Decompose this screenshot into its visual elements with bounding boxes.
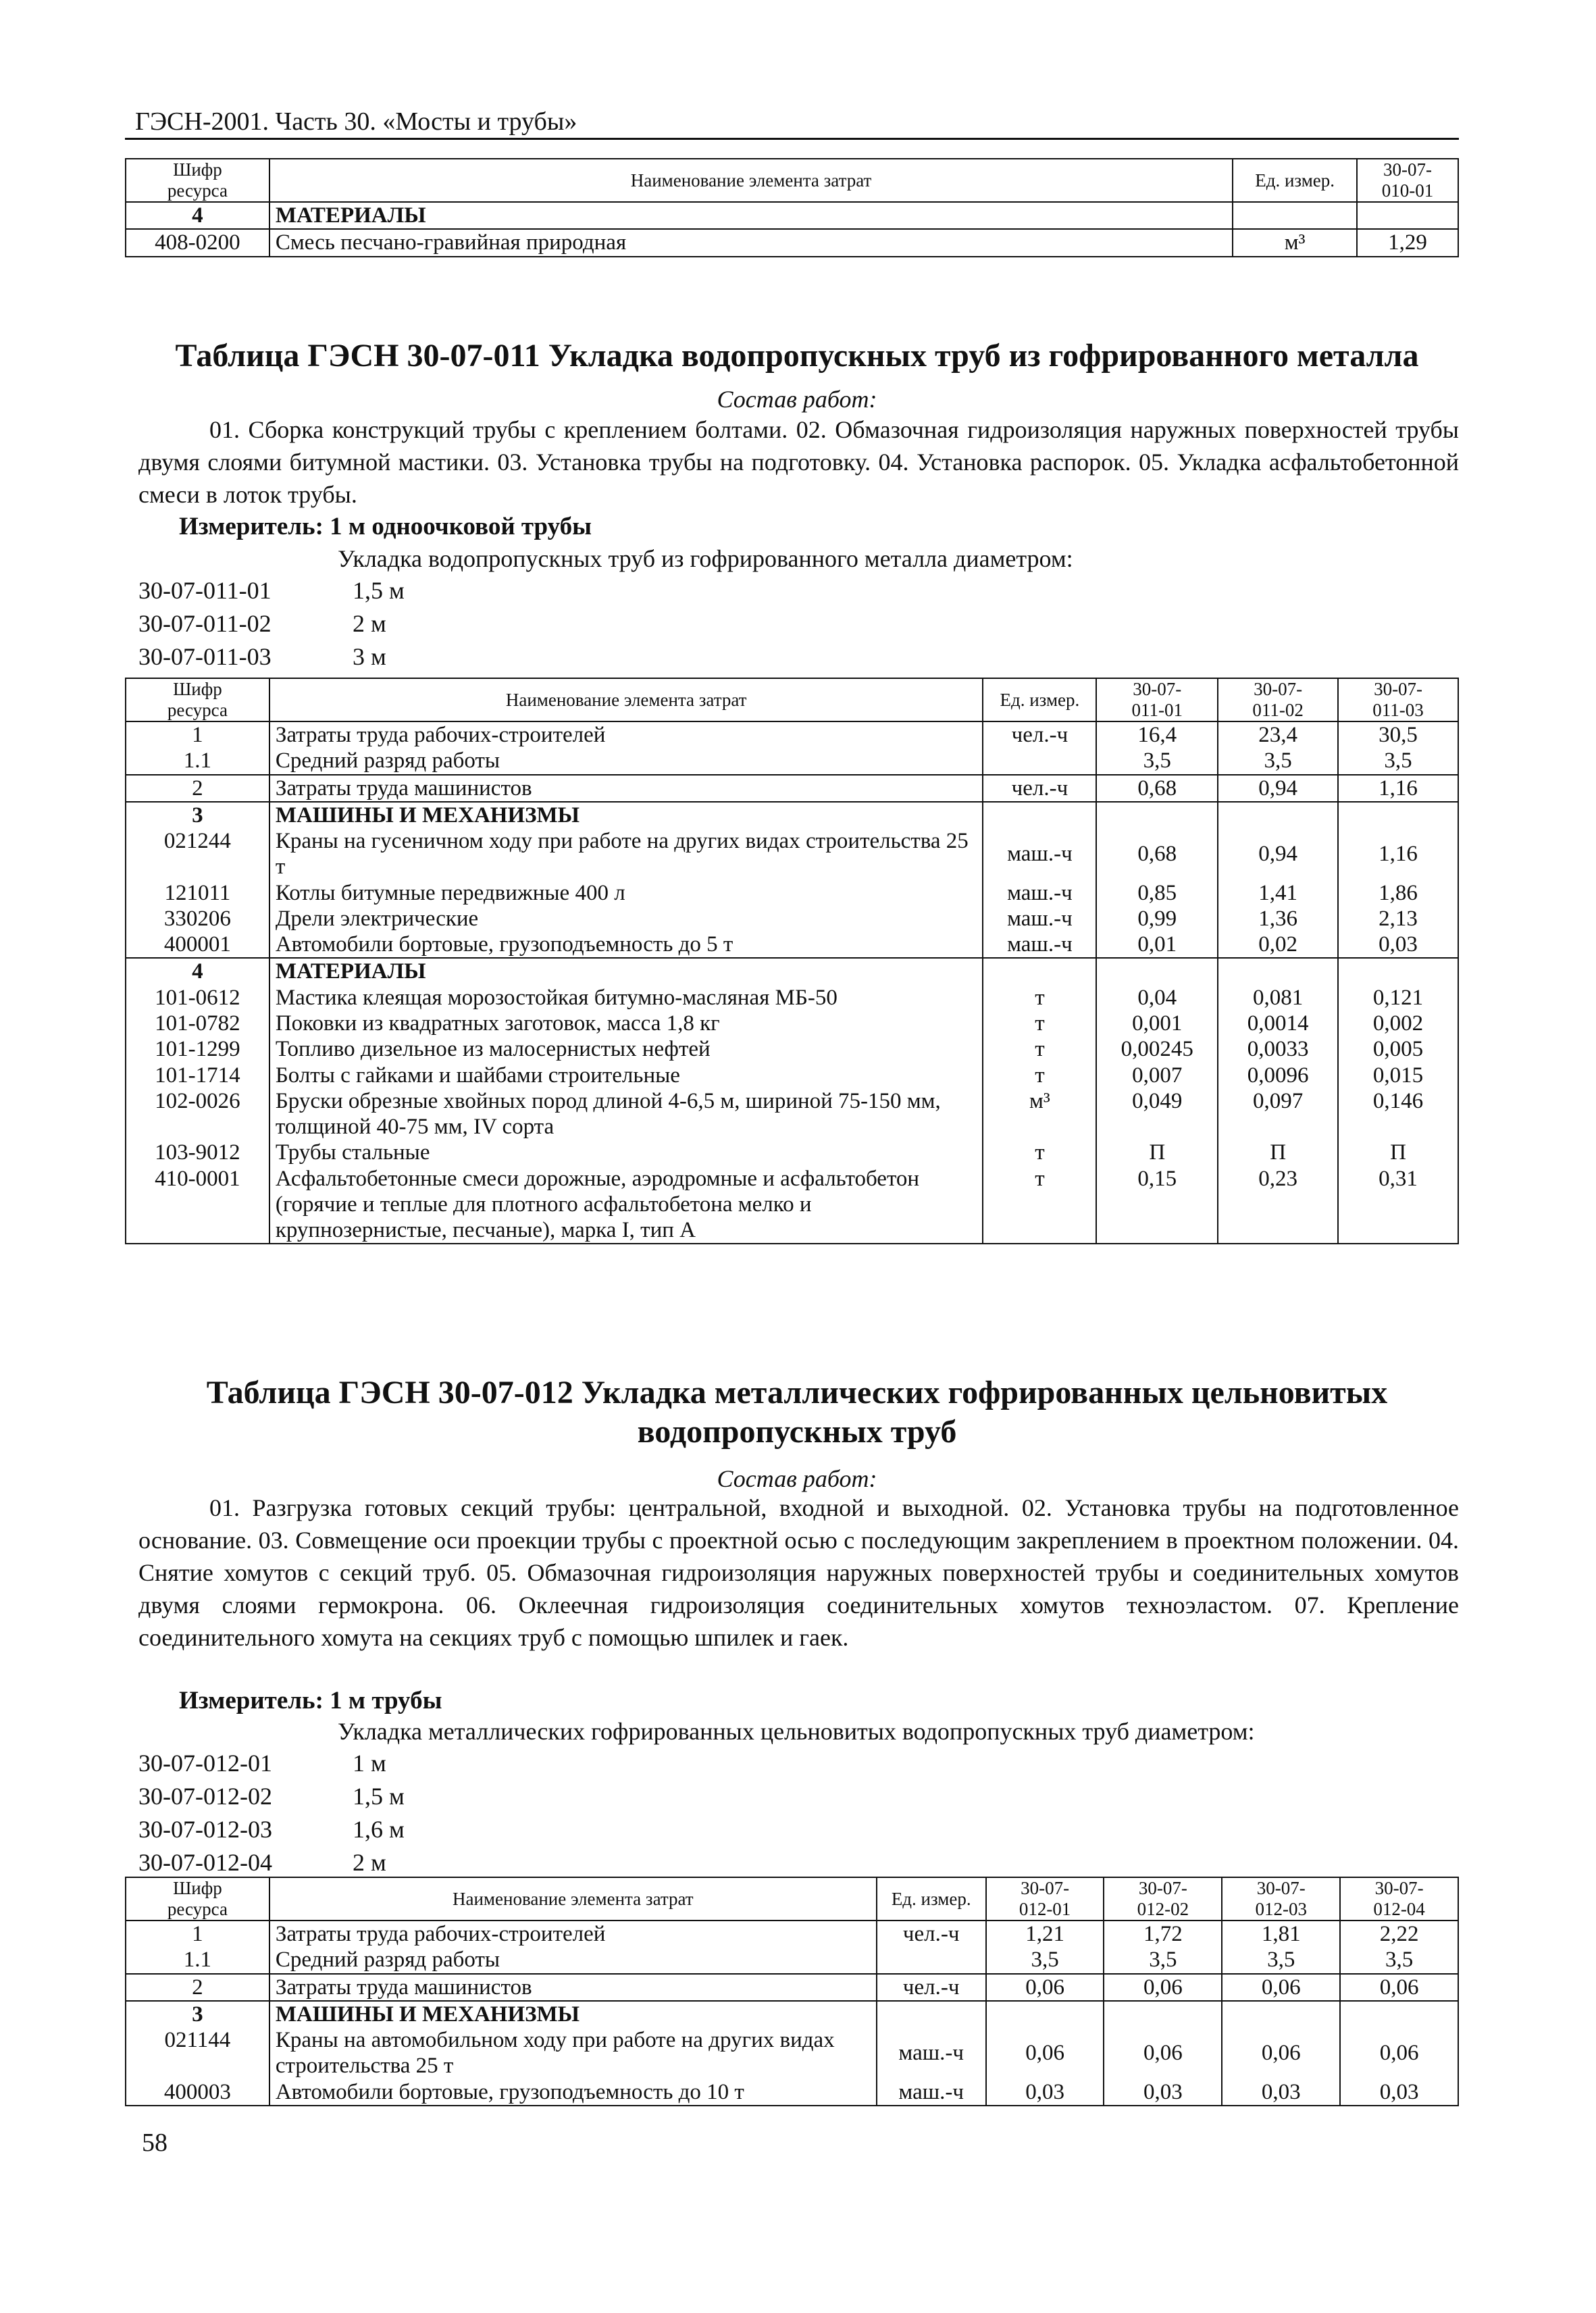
table-row xyxy=(126,1088,1458,1140)
row-code: 4 xyxy=(126,202,269,229)
row-code: 021244 xyxy=(126,828,269,880)
row-unit xyxy=(983,958,1096,984)
row-value: 3,5 xyxy=(1218,748,1338,774)
measurement-unit: Измеритель: 1 м трубы xyxy=(179,1687,442,1714)
row-value: 0,00245 xyxy=(1096,1036,1218,1062)
row-code: 3 xyxy=(126,802,269,828)
row-name: Краны на автомобильном ходу при работе на других видах строительства 25 т xyxy=(269,2027,877,2079)
table-row xyxy=(126,748,1458,774)
table-row xyxy=(126,906,1458,932)
variant-row: 30-07-011-03 3 м xyxy=(138,643,386,670)
table-row xyxy=(126,1011,1458,1036)
measurement-unit: Измеритель: 1 м одноочковой трубы xyxy=(179,513,592,540)
row-value: 0,005 xyxy=(1338,1036,1458,1062)
row-value xyxy=(1222,2001,1340,2027)
row-value: 0,31 xyxy=(1338,1166,1458,1244)
row-code: 102-0026 xyxy=(126,1088,269,1140)
composition-label: Состав работ: xyxy=(717,1465,877,1492)
row-name: Средний разряд работы xyxy=(269,748,983,774)
row-value: П xyxy=(1218,1140,1338,1165)
row-value: 0,0033 xyxy=(1218,1036,1338,1062)
row-name: Автомобили бортовые, грузоподъемность до 5 т xyxy=(269,932,983,958)
row-name: Смесь песчано-гравийная природная xyxy=(269,229,1233,256)
row-code: 400001 xyxy=(126,932,269,958)
header-code xyxy=(126,159,269,202)
norm-code-line: 012-01 xyxy=(1019,1899,1071,1920)
row-code: 121011 xyxy=(126,880,269,906)
row-value: 1,72 xyxy=(1104,1921,1222,1947)
row-name: МАТЕРИАЛЫ xyxy=(269,202,1233,229)
row-value: 0,06 xyxy=(986,1974,1104,2001)
table-row xyxy=(126,828,1458,880)
row-code: 400003 xyxy=(126,2079,269,2106)
composition-text: 01. Сборка конструкций трубы с креплением болтами. 02. Обмазочная гидроизоляция наружных поверхностей трубы двумя слоями битумной мастики. 03. Установка трубы на подготовку. 04. Установка распорок. 05. Укладка асфальтобетонной смеси в лоток трубы. xyxy=(138,416,1459,508)
header-norm-code xyxy=(1104,1877,1222,1921)
table-row xyxy=(126,1140,1458,1165)
norm-code-line: 011-03 xyxy=(1372,700,1424,721)
table-row xyxy=(126,880,1458,906)
header-norm-code xyxy=(1338,678,1458,721)
row-name: Затраты труда рабочих-строителей xyxy=(269,1921,877,1947)
row-value: 0,03 xyxy=(986,2079,1104,2106)
row-value: 0,121 xyxy=(1338,985,1458,1011)
row-unit: маш.-ч xyxy=(983,880,1096,906)
variants-intro: Укладка водопропускных труб из гофрированного металла диаметром: xyxy=(338,545,1073,572)
row-value: 0,68 xyxy=(1096,775,1218,802)
header-unit: Ед. измер. xyxy=(877,1877,986,1921)
table-title-30-07-012: Таблица ГЭСН 30-07-012 Укладка металлических гофрированных цельновитых водопропускных труб xyxy=(206,1375,1388,1450)
variant-list xyxy=(138,1747,405,1879)
header-norm-code xyxy=(1340,1877,1458,1921)
row-code: 101-1299 xyxy=(126,1036,269,1062)
row-value: 0,06 xyxy=(1104,1974,1222,2001)
header-code-line: Шифр xyxy=(173,1878,222,1898)
table-title-30-07-011: Таблица ГЭСН 30-07-011 Укладка водопропускных труб из гофрированного металла xyxy=(175,338,1419,374)
header-unit: Ед. измер. xyxy=(983,678,1096,721)
row-unit: м³ xyxy=(983,1088,1096,1140)
row-value: 1,36 xyxy=(1218,906,1338,932)
row-unit: чел.-ч xyxy=(877,1974,986,2001)
row-unit: т xyxy=(983,1036,1096,1062)
row-value: 1,16 xyxy=(1338,775,1458,802)
row-unit: маш.-ч xyxy=(983,906,1096,932)
header-code xyxy=(126,678,269,721)
table-row xyxy=(126,985,1458,1011)
row-value: 0,049 xyxy=(1096,1088,1218,1140)
table-row xyxy=(126,958,1458,984)
row-unit xyxy=(983,802,1096,828)
table-row xyxy=(126,802,1458,828)
table-row xyxy=(126,1166,1458,1244)
row-unit: чел.-ч xyxy=(983,775,1096,802)
row-value: П xyxy=(1338,1140,1458,1165)
row-value: 0,23 xyxy=(1218,1166,1338,1244)
row-code: 408-0200 xyxy=(126,229,269,256)
row-value: 3,5 xyxy=(1096,748,1218,774)
row-name: Болты с гайками и шайбами строительные xyxy=(269,1063,983,1088)
row-value: 2,22 xyxy=(1340,1921,1458,1947)
norm-code-line: 011-02 xyxy=(1252,700,1304,721)
row-code: 1 xyxy=(126,721,269,748)
norm-code-line: 30-07- xyxy=(1383,159,1433,180)
row-value: 0,0096 xyxy=(1218,1063,1338,1088)
row-unit: маш.-ч xyxy=(983,932,1096,958)
row-unit xyxy=(983,748,1096,774)
row-value: П xyxy=(1096,1140,1218,1165)
row-value xyxy=(1096,958,1218,984)
row-value: 16,4 xyxy=(1096,721,1218,748)
header-code-line: Шифр xyxy=(173,159,222,180)
row-value: 0,06 xyxy=(1340,1974,1458,2001)
norm-code-line: 012-04 xyxy=(1373,1899,1425,1920)
row-value: 0,0014 xyxy=(1218,1011,1338,1036)
row-name: Автомобили бортовые, грузоподъемность до 10 т xyxy=(269,2079,877,2106)
table-row xyxy=(126,1974,1458,2001)
norm-code-line: 012-03 xyxy=(1255,1899,1307,1920)
header-code-line: Шифр xyxy=(173,679,222,699)
row-value: 1,29 xyxy=(1357,229,1458,256)
row-value: 1,81 xyxy=(1222,1921,1340,1947)
row-value: 1,86 xyxy=(1338,880,1458,906)
row-code: 021144 xyxy=(126,2027,269,2079)
row-unit xyxy=(877,1947,986,1973)
row-name: Поковки из квадратных заготовок, масса 1,8 кг xyxy=(269,1011,983,1036)
norm-code-line: 30-07- xyxy=(1256,1878,1306,1898)
row-unit: т xyxy=(983,1063,1096,1088)
header-norm-code xyxy=(1096,678,1218,721)
row-value: 0,06 xyxy=(986,2027,1104,2079)
row-value: 0,94 xyxy=(1218,775,1338,802)
row-value: 0,03 xyxy=(1222,2079,1340,2106)
row-code: 101-1714 xyxy=(126,1063,269,1088)
row-value: 2,13 xyxy=(1338,906,1458,932)
row-value: 0,002 xyxy=(1338,1011,1458,1036)
variant-row: 30-07-012-02 1,5 м xyxy=(138,1783,405,1810)
norm-code-line: 30-07- xyxy=(1374,679,1423,699)
table-row xyxy=(126,2079,1458,2106)
variant-row: 30-07-011-01 1,5 м xyxy=(138,577,405,604)
row-value: 0,06 xyxy=(1340,2027,1458,2079)
row-value: 3,5 xyxy=(986,1947,1104,1973)
row-code: 3 xyxy=(126,2001,269,2027)
cost-table-30-07-012 xyxy=(125,1877,1459,2106)
row-value xyxy=(1218,958,1338,984)
norm-code-line: 30-07- xyxy=(1138,1878,1187,1898)
row-unit: маш.-ч xyxy=(983,828,1096,880)
row-unit xyxy=(877,2001,986,2027)
norm-code-line: 012-02 xyxy=(1137,1899,1189,1920)
row-name: Топливо дизельное из малосернистых нефтей xyxy=(269,1036,983,1062)
header-rule xyxy=(125,138,1459,140)
row-value: 0,85 xyxy=(1096,880,1218,906)
cost-table-30-07-011 xyxy=(125,678,1459,1244)
header-code-line: ресурса xyxy=(167,1899,228,1920)
row-code: 410-0001 xyxy=(126,1166,269,1244)
row-code: 103-9012 xyxy=(126,1140,269,1165)
cost-table-30-07-010 xyxy=(125,158,1459,257)
norm-code-line: 30-07- xyxy=(1133,679,1182,699)
row-value: 0,097 xyxy=(1218,1088,1338,1140)
row-value: 1,16 xyxy=(1338,828,1458,880)
row-value: 0,03 xyxy=(1338,932,1458,958)
row-value xyxy=(1096,802,1218,828)
row-name: Трубы стальные xyxy=(269,1140,983,1165)
row-value: 3,5 xyxy=(1104,1947,1222,1973)
row-name: Затраты труда машинистов xyxy=(269,775,983,802)
row-value: 0,146 xyxy=(1338,1088,1458,1140)
table-row xyxy=(126,1947,1458,1973)
row-value: 0,007 xyxy=(1096,1063,1218,1088)
row-value xyxy=(1218,802,1338,828)
row-value: 23,4 xyxy=(1218,721,1338,748)
row-code: 101-0782 xyxy=(126,1011,269,1036)
header-norm-code xyxy=(1222,1877,1340,1921)
row-value: 0,94 xyxy=(1218,828,1338,880)
table-row xyxy=(126,2001,1458,2027)
row-value xyxy=(1338,958,1458,984)
header-norm-code xyxy=(1218,678,1338,721)
header-code-line: ресурса xyxy=(167,180,228,201)
row-name: Затраты труда рабочих-строителей xyxy=(269,721,983,748)
header-name: Наименование элемента затрат xyxy=(269,1877,877,1921)
norm-code-line: 011-01 xyxy=(1131,700,1183,721)
row-value: 0,02 xyxy=(1218,932,1338,958)
row-value: 0,03 xyxy=(1104,2079,1222,2106)
row-unit: т xyxy=(983,1140,1096,1165)
variant-list xyxy=(138,574,405,673)
row-code: 1 xyxy=(126,1921,269,1947)
row-value xyxy=(1104,2001,1222,2027)
row-name: МАШИНЫ И МЕХАНИЗМЫ xyxy=(269,2001,877,2027)
row-value xyxy=(1338,802,1458,828)
table-row xyxy=(126,932,1458,958)
row-value xyxy=(1340,2001,1458,2027)
row-value: 30,5 xyxy=(1338,721,1458,748)
row-value: 0,081 xyxy=(1218,985,1338,1011)
row-unit: чел.-ч xyxy=(983,721,1096,748)
table-row xyxy=(126,1036,1458,1062)
row-unit: маш.-ч xyxy=(877,2027,986,2079)
variants-intro: Укладка металлических гофрированных цельновитых водопропускных труб диаметром: xyxy=(338,1718,1255,1745)
row-unit: т xyxy=(983,1166,1096,1244)
table-row xyxy=(126,2027,1458,2079)
row-code: 101-0612 xyxy=(126,985,269,1011)
composition-label: Состав работ: xyxy=(717,386,877,413)
row-value: 0,99 xyxy=(1096,906,1218,932)
norm-code-line: 30-07- xyxy=(1374,1878,1424,1898)
variant-row: 30-07-012-04 2 м xyxy=(138,1849,386,1876)
row-unit: маш.-ч xyxy=(877,2079,986,2106)
norm-code-line: 30-07- xyxy=(1254,679,1303,699)
row-code: 2 xyxy=(126,775,269,802)
norm-code-line: 010-01 xyxy=(1381,180,1434,201)
row-unit: т xyxy=(983,1011,1096,1036)
row-code: 1.1 xyxy=(126,1947,269,1973)
row-value: 0,06 xyxy=(1222,1974,1340,2001)
variant-row: 30-07-012-03 1,6 м xyxy=(138,1816,405,1843)
row-value: 0,06 xyxy=(1222,2027,1340,2079)
row-name: МАТЕРИАЛЫ xyxy=(269,958,983,984)
row-value: 0,01 xyxy=(1096,932,1218,958)
row-value: 0,15 xyxy=(1096,1166,1218,1244)
row-value: 0,001 xyxy=(1096,1011,1218,1036)
row-name: Мастика клеящая морозостойкая битумно-масляная МБ-50 xyxy=(269,985,983,1011)
row-name: Средний разряд работы xyxy=(269,1947,877,1973)
table-row xyxy=(126,229,1458,256)
row-value: 3,5 xyxy=(1338,748,1458,774)
row-name: Затраты труда машинистов xyxy=(269,1974,877,2001)
header-name: Наименование элемента затрат xyxy=(269,678,983,721)
header-norm-code xyxy=(1357,159,1458,202)
row-value: 0,06 xyxy=(1104,2027,1222,2079)
variant-row: 30-07-011-02 2 м xyxy=(138,610,386,637)
row-value xyxy=(1357,202,1458,229)
row-unit: м³ xyxy=(1233,229,1357,256)
table-header-row xyxy=(126,1877,1458,1921)
row-name: МАШИНЫ И МЕХАНИЗМЫ xyxy=(269,802,983,828)
row-name: Асфальтобетонные смеси дорожные, аэродромные и асфальтобетон (горячие и теплые для плотного асфальтобетона мелко и крупнозернистые, песчаные), марка I, тип А xyxy=(269,1166,983,1244)
row-name: Дрели электрические xyxy=(269,906,983,932)
row-name: Бруски обрезные хвойных пород длиной 4-6,5 м, шириной 75-150 мм, толщиной 40-75 мм, IV сорта xyxy=(269,1088,983,1140)
table-row xyxy=(126,202,1458,229)
row-value: 1,41 xyxy=(1218,880,1338,906)
table-header-row xyxy=(126,678,1458,721)
row-code: 1.1 xyxy=(126,748,269,774)
header-norm-code xyxy=(986,1877,1104,1921)
composition-text: 01. Разгрузка готовых секций трубы: центральной, входной и выходной. 02. Установка трубы на подготовленное основание. 03. Совмещение оси проекции трубы с проектной осью с последующим закреплением в проектном положении. 04. Снятие хомутов с секций труб. 05. Обмазочная гидроизоляция наружных поверхностей трубы и соединительных хомутов двумя слоями гермокрона. 06. Оклеечная гидроизоляция соединительных хомутов техноэластом. 07. Крепление соединительного хомута на секциях труб с помощью шпилек и гаек. xyxy=(138,1494,1459,1651)
variant-row: 30-07-012-01 1 м xyxy=(138,1750,386,1777)
row-unit xyxy=(1233,202,1357,229)
page-number: 58 xyxy=(142,2129,168,2157)
table-row xyxy=(126,775,1458,802)
row-unit: чел.-ч xyxy=(877,1921,986,1947)
row-name: Котлы битумные передвижные 400 л xyxy=(269,880,983,906)
header-name: Наименование элемента затрат xyxy=(269,159,1233,202)
row-value: 0,04 xyxy=(1096,985,1218,1011)
table-row xyxy=(126,1921,1458,1947)
row-value: 0,03 xyxy=(1340,2079,1458,2106)
row-value: 3,5 xyxy=(1340,1947,1458,1973)
row-value: 0,015 xyxy=(1338,1063,1458,1088)
row-code: 330206 xyxy=(126,906,269,932)
row-value: 1,21 xyxy=(986,1921,1104,1947)
row-code: 4 xyxy=(126,958,269,984)
header-unit: Ед. измер. xyxy=(1233,159,1357,202)
table-row xyxy=(126,721,1458,748)
table-header-row xyxy=(126,159,1458,202)
row-value xyxy=(986,2001,1104,2027)
running-header: ГЭСН-2001. Часть 30. «Мосты и трубы» xyxy=(135,107,577,136)
norm-code-line: 30-07- xyxy=(1021,1878,1070,1898)
row-value: 0,68 xyxy=(1096,828,1218,880)
row-value: 3,5 xyxy=(1222,1947,1340,1973)
header-code-line: ресурса xyxy=(167,700,228,721)
table-row xyxy=(126,1063,1458,1088)
header-code xyxy=(126,1877,269,1921)
row-code: 2 xyxy=(126,1974,269,2001)
row-unit: т xyxy=(983,985,1096,1011)
row-name: Краны на гусеничном ходу при работе на других видах строительства 25 т xyxy=(269,828,983,880)
